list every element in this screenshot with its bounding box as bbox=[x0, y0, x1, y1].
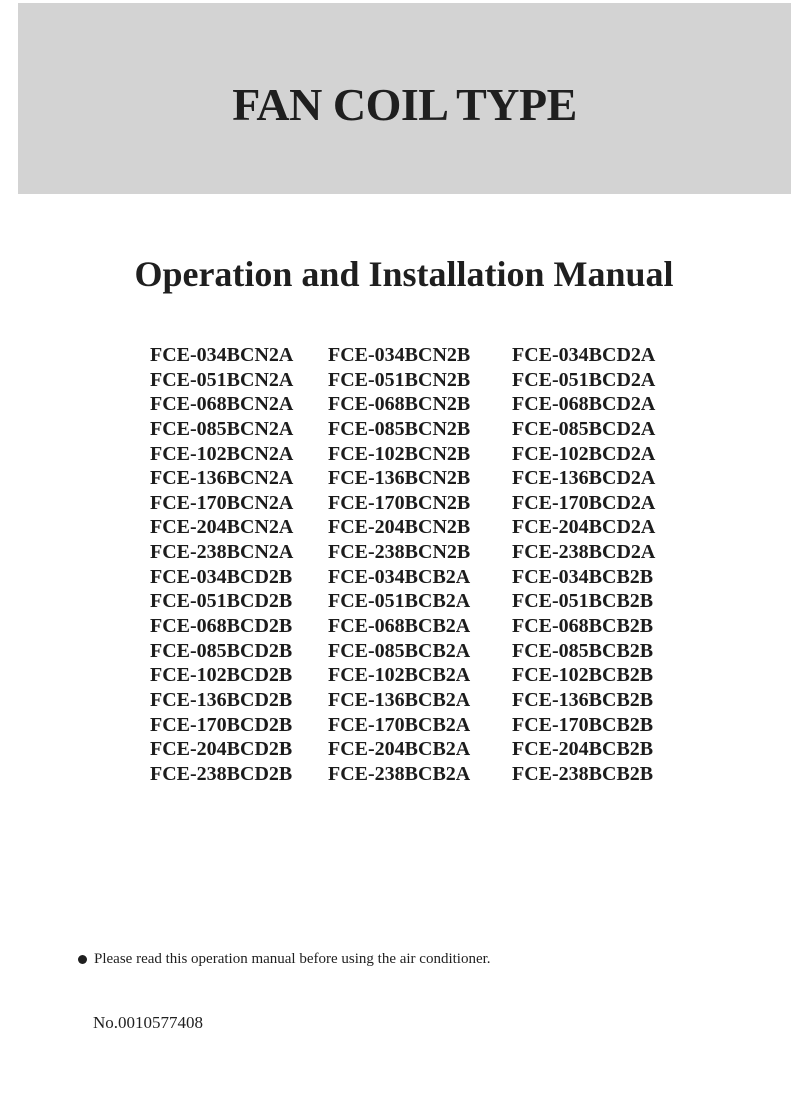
model-code: FCE-051BCD2B bbox=[150, 590, 293, 613]
model-code: FCE-068BCD2B bbox=[150, 615, 293, 638]
model-code: FCE-102BCB2B bbox=[512, 664, 654, 687]
model-code: FCE-051BCN2B bbox=[328, 368, 471, 391]
model-code: FCE-034BCD2B bbox=[150, 565, 293, 588]
model-code: FCE-204BCD2A bbox=[512, 516, 656, 539]
model-code: FCE-204BCN2B bbox=[328, 516, 471, 539]
model-code: FCE-085BCB2B bbox=[512, 639, 654, 662]
model-code: FCE-238BCD2A bbox=[512, 541, 656, 564]
note-text: Please read this operation manual before using the air conditioner. bbox=[94, 951, 491, 967]
model-row bbox=[150, 466, 672, 491]
header-title: FAN COIL TYPE bbox=[232, 79, 577, 130]
model-code: FCE-204BCN2A bbox=[150, 516, 294, 539]
model-code: FCE-102BCD2A bbox=[512, 442, 656, 465]
model-code: FCE-136BCB2A bbox=[328, 688, 471, 711]
model-code: FCE-085BCN2B bbox=[328, 417, 471, 440]
model-code: FCE-068BCB2A bbox=[328, 615, 471, 638]
model-row bbox=[150, 737, 672, 762]
model-row bbox=[150, 565, 672, 590]
model-code: FCE-238BCN2A bbox=[150, 541, 294, 564]
model-code: FCE-136BCD2B bbox=[150, 688, 293, 711]
model-code: FCE-102BCN2B bbox=[328, 442, 471, 465]
model-code: FCE-204BCB2B bbox=[512, 738, 654, 761]
model-code: FCE-136BCB2B bbox=[512, 688, 654, 711]
model-code: FCE-136BCN2A bbox=[150, 467, 294, 490]
model-code: FCE-085BCD2B bbox=[150, 639, 293, 662]
model-code: FCE-170BCD2B bbox=[150, 713, 293, 736]
model-code: FCE-085BCD2A bbox=[512, 417, 656, 440]
model-list bbox=[150, 343, 672, 787]
model-code: FCE-170BCN2A bbox=[150, 491, 294, 514]
model-code: FCE-238BCN2B bbox=[328, 541, 471, 564]
model-code: FCE-068BCD2A bbox=[512, 393, 656, 416]
model-code: FCE-170BCB2A bbox=[328, 713, 471, 736]
model-code: FCE-102BCB2A bbox=[328, 664, 471, 687]
model-row bbox=[150, 540, 672, 565]
model-row bbox=[150, 589, 672, 614]
model-row bbox=[150, 639, 672, 664]
model-code: FCE-102BCN2A bbox=[150, 442, 294, 465]
model-code: FCE-102BCD2B bbox=[150, 664, 293, 687]
model-code: FCE-204BCB2A bbox=[328, 738, 471, 761]
model-code: FCE-170BCB2B bbox=[512, 713, 654, 736]
model-row bbox=[150, 713, 672, 738]
document-title: Operation and Installation Manual bbox=[134, 254, 674, 294]
note bbox=[78, 949, 491, 969]
model-code: FCE-170BCD2A bbox=[512, 491, 656, 514]
model-code: FCE-238BCB2B bbox=[512, 762, 654, 785]
model-code: FCE-034BCN2B bbox=[328, 344, 471, 366]
model-row bbox=[150, 663, 672, 688]
model-row bbox=[150, 368, 672, 393]
header-band bbox=[18, 3, 791, 194]
model-code: FCE-051BCB2A bbox=[328, 590, 471, 613]
model-code: FCE-068BCB2B bbox=[512, 615, 654, 638]
model-row bbox=[150, 688, 672, 713]
model-code: FCE-068BCN2A bbox=[150, 393, 294, 416]
model-row bbox=[150, 343, 672, 368]
model-code: FCE-204BCD2B bbox=[150, 738, 293, 761]
document-number: No.0010577408 bbox=[93, 1013, 204, 1032]
model-code: FCE-034BCN2A bbox=[150, 344, 294, 366]
model-code: FCE-085BCN2A bbox=[150, 417, 294, 440]
model-code: FCE-238BCB2A bbox=[328, 762, 471, 785]
model-code: FCE-068BCN2B bbox=[328, 393, 471, 416]
bullet-icon bbox=[78, 955, 87, 964]
model-code: FCE-034BCB2A bbox=[328, 565, 471, 588]
model-code: FCE-136BCN2B bbox=[328, 467, 471, 490]
model-code: FCE-051BCB2B bbox=[512, 590, 654, 613]
model-row bbox=[150, 442, 672, 467]
model-code: FCE-238BCD2B bbox=[150, 762, 293, 785]
model-code: FCE-136BCD2A bbox=[512, 467, 656, 490]
model-row bbox=[150, 491, 672, 516]
model-row bbox=[150, 392, 672, 417]
model-row bbox=[150, 515, 672, 540]
model-code: FCE-051BCD2A bbox=[512, 368, 656, 391]
model-code: FCE-034BCB2B bbox=[512, 565, 654, 588]
model-row bbox=[150, 614, 672, 639]
model-code: FCE-085BCB2A bbox=[328, 639, 471, 662]
model-code: FCE-051BCN2A bbox=[150, 368, 294, 391]
model-row bbox=[150, 762, 672, 787]
model-code: FCE-034BCD2A bbox=[512, 344, 656, 366]
model-code: FCE-170BCN2B bbox=[328, 491, 471, 514]
model-row bbox=[150, 417, 672, 442]
